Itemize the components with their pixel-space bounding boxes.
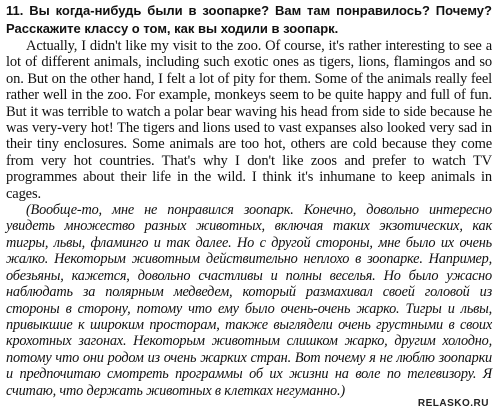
translation-paragraph: (Вообще-то, мне не понравился зоопарк. Конечно, довольно интересно увидеть множество разных животных, включая таких экзотических, как тигры, львы, фламинго и так далее. Но с другой стороны, мне было их очень жалко. Некоторым животным действительно неплохо в зоопарке. Например, обезьяны, кажется, довольно счастливы и полны веселья. Но было ужасно наблюдать за полярным медведем, который размахивал своей головой из стороны в сторону, потому что ему было очень-очень жарко. Тигры и львы, привыкшие к широким просторам, также выглядели очень грустными в своих крохотных загонах. Некоторым животным слишком жарко, другим холодно, потому что они родом из очень жарких стран. Вот почему я не люблю зоопарки и предпочитаю смотреть программы об их жизни на воле по телевизору. Я считаю, что держать животных в клетках негуманно.) — [6, 202, 492, 399]
exercise-number: 11. — [6, 3, 24, 18]
site-watermark: RELASKO.RU — [417, 398, 489, 409]
exercise-heading — [6, 2, 492, 38]
answer-paragraph: Actually, I didn't like my visit to the zoo. Of course, it's rather interesting to see a lot of different animals, including such exotic ones as tigers, lions, flamingos and so on. But on the other hand, I felt a lot of pity for them. Some of the animals really feel rather well in the zoo. For example, monkeys seem to be quite happy and full of fun. But it was terrible to watch a polar bear waving his head from side to side because he was very-very hot! The tigers and lions used to vast expanses also looked very sad in their tiny enclosures. Some animals are too hot, others are cold because they come from very hot countries. That's why I don't like zoos and prefer to watch TV programmes about their life in the wild. I think it's inhumane to keep animals in cages. — [6, 38, 492, 202]
textbook-page — [6, 2, 492, 399]
exercise-question: Вы когда-нибудь были в зоопарке? Вам там понравилось? Почему? Расскажите классу о том, как вы ходили в зоопарк. — [6, 3, 492, 36]
